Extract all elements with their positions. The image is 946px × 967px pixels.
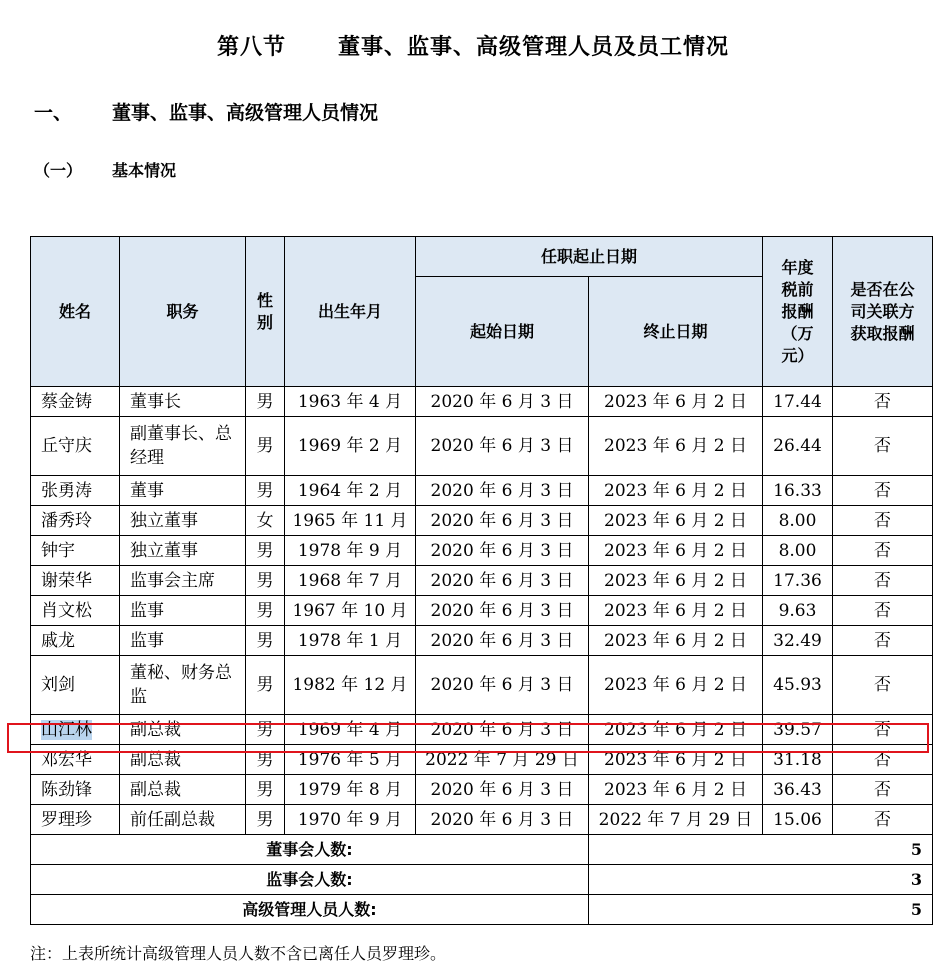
cell-name: 邓宏华 <box>31 745 120 775</box>
cell-name: 肖文松 <box>31 596 120 626</box>
cell-start: 2020 年 6 月 3 日 <box>416 506 589 536</box>
cell-end: 2023 年 6 月 2 日 <box>589 626 763 656</box>
cell-birth: 1969 年 4 月 <box>285 715 416 745</box>
cell-name: 钟宇 <box>31 536 120 566</box>
cell-salary: 39.57 <box>763 715 833 745</box>
cell-related: 否 <box>833 387 933 417</box>
cell-end: 2023 年 6 月 2 日 <box>589 476 763 506</box>
table-row <box>31 745 933 775</box>
cell-position: 监事 <box>120 626 246 656</box>
cell-gender: 男 <box>246 775 285 805</box>
header-name: 姓名 <box>31 237 120 387</box>
cell-related: 否 <box>833 775 933 805</box>
cell-salary: 9.63 <box>763 596 833 626</box>
cell-end: 2023 年 6 月 2 日 <box>589 715 763 745</box>
header-gender: 性别 <box>246 237 285 387</box>
cell-end: 2023 年 6 月 2 日 <box>589 656 763 715</box>
cell-birth: 1978 年 1 月 <box>285 626 416 656</box>
cell-end: 2023 年 6 月 2 日 <box>589 566 763 596</box>
cell-start: 2022 年 7 月 29 日 <box>416 745 589 775</box>
cell-position: 副董事长、总经理 <box>120 417 246 476</box>
cell-birth: 1964 年 2 月 <box>285 476 416 506</box>
cell-start: 2020 年 6 月 3 日 <box>416 536 589 566</box>
cell-related: 否 <box>833 476 933 506</box>
cell-gender: 男 <box>246 715 285 745</box>
table-row-highlighted <box>31 715 933 745</box>
cell-birth: 1963 年 4 月 <box>285 387 416 417</box>
summary-value: 3 <box>589 865 933 895</box>
table-row <box>31 805 933 835</box>
cell-related: 否 <box>833 566 933 596</box>
cell-birth: 1965 年 11 月 <box>285 506 416 536</box>
cell-end: 2023 年 6 月 2 日 <box>589 775 763 805</box>
header-term: 任职起止日期 <box>416 237 763 277</box>
cell-name: 谢荣华 <box>31 566 120 596</box>
summary-label: 董事会人数: <box>31 835 589 865</box>
cell-name: 蔡金铸 <box>31 387 120 417</box>
cell-birth: 1976 年 5 月 <box>285 745 416 775</box>
subsection-heading <box>34 98 378 125</box>
cell-salary: 17.36 <box>763 566 833 596</box>
cell-name: 潘秀玲 <box>31 506 120 536</box>
subsubsection-heading <box>34 158 176 181</box>
cell-name: 罗理珍 <box>31 805 120 835</box>
cell-gender: 男 <box>246 566 285 596</box>
cell-gender: 男 <box>246 626 285 656</box>
table-row <box>31 775 933 805</box>
cell-end: 2023 年 6 月 2 日 <box>589 506 763 536</box>
cell-start: 2020 年 6 月 3 日 <box>416 387 589 417</box>
cell-start: 2020 年 6 月 3 日 <box>416 476 589 506</box>
cell-salary: 31.18 <box>763 745 833 775</box>
cell-salary: 45.93 <box>763 656 833 715</box>
cell-name: 刘剑 <box>31 656 120 715</box>
cell-start: 2020 年 6 月 3 日 <box>416 566 589 596</box>
selected-text[interactable]: 山江林 <box>41 719 92 740</box>
cell-birth: 1982 年 12 月 <box>285 656 416 715</box>
table-row <box>31 656 933 715</box>
subsubsection-title: 基本情况 <box>112 161 177 180</box>
cell-end: 2023 年 6 月 2 日 <box>589 417 763 476</box>
cell-name: 陈劲锋 <box>31 775 120 805</box>
cell-gender: 男 <box>246 536 285 566</box>
cell-start: 2020 年 6 月 3 日 <box>416 417 589 476</box>
cell-related: 否 <box>833 715 933 745</box>
cell-position: 监事会主席 <box>120 566 246 596</box>
cell-position: 前任副总裁 <box>120 805 246 835</box>
summary-row <box>31 865 933 895</box>
cell-position: 副总裁 <box>120 715 246 745</box>
cell-position: 副总裁 <box>120 745 246 775</box>
subsection-number: 一、 <box>34 102 73 124</box>
summary-value: 5 <box>589 835 933 865</box>
cell-gender: 男 <box>246 387 285 417</box>
cell-position: 副总裁 <box>120 775 246 805</box>
cell-name: 丘守庆 <box>31 417 120 476</box>
cell-birth: 1969 年 2 月 <box>285 417 416 476</box>
cell-end: 2023 年 6 月 2 日 <box>589 596 763 626</box>
cell-end: 2023 年 6 月 2 日 <box>589 536 763 566</box>
cell-gender: 男 <box>246 745 285 775</box>
cell-name <box>31 715 120 745</box>
cell-start: 2020 年 6 月 3 日 <box>416 596 589 626</box>
cell-name: 戚龙 <box>31 626 120 656</box>
table-row <box>31 476 933 506</box>
cell-related: 否 <box>833 656 933 715</box>
header-related: 是否在公司关联方获取报酬 <box>833 237 933 387</box>
cell-position: 董事长 <box>120 387 246 417</box>
cell-end: 2023 年 6 月 2 日 <box>589 387 763 417</box>
cell-gender: 女 <box>246 506 285 536</box>
header-start: 起始日期 <box>416 277 589 387</box>
subsubsection-number: （一） <box>34 161 83 180</box>
cell-birth: 1978 年 9 月 <box>285 536 416 566</box>
cell-position: 董事 <box>120 476 246 506</box>
summary-value: 5 <box>589 895 933 925</box>
cell-salary: 26.44 <box>763 417 833 476</box>
cell-position: 监事 <box>120 596 246 626</box>
cell-gender: 男 <box>246 656 285 715</box>
table-note: 注：上表所统计高级管理人员人数不含已离任人员罗理珍。 <box>30 944 447 963</box>
cell-birth: 1968 年 7 月 <box>285 566 416 596</box>
cell-related: 否 <box>833 506 933 536</box>
cell-birth: 1967 年 10 月 <box>285 596 416 626</box>
table-row <box>31 506 933 536</box>
cell-gender: 男 <box>246 476 285 506</box>
header-end: 终止日期 <box>589 277 763 387</box>
cell-name: 张勇涛 <box>31 476 120 506</box>
section-title: 第八节 董事、监事、高级管理人员及员工情况 <box>217 35 729 60</box>
cell-salary: 32.49 <box>763 626 833 656</box>
cell-salary: 8.00 <box>763 506 833 536</box>
cell-gender: 男 <box>246 805 285 835</box>
cell-position: 独立董事 <box>120 506 246 536</box>
cell-start: 2020 年 6 月 3 日 <box>416 805 589 835</box>
cell-salary: 17.44 <box>763 387 833 417</box>
cell-gender: 男 <box>246 417 285 476</box>
cell-start: 2020 年 6 月 3 日 <box>416 626 589 656</box>
summary-row <box>31 895 933 925</box>
cell-salary: 36.43 <box>763 775 833 805</box>
header-birth: 出生年月 <box>285 237 416 387</box>
cell-salary: 15.06 <box>763 805 833 835</box>
cell-end: 2023 年 6 月 2 日 <box>589 745 763 775</box>
table-row <box>31 387 933 417</box>
cell-position: 董秘、财务总监 <box>120 656 246 715</box>
cell-gender: 男 <box>246 596 285 626</box>
cell-salary: 16.33 <box>763 476 833 506</box>
summary-row <box>31 835 933 865</box>
cell-related: 否 <box>833 596 933 626</box>
cell-related: 否 <box>833 626 933 656</box>
table-row <box>31 566 933 596</box>
cell-related: 否 <box>833 417 933 476</box>
cell-start: 2020 年 6 月 3 日 <box>416 715 589 745</box>
summary-label: 监事会人数: <box>31 865 589 895</box>
subsection-title: 董事、监事、高级管理人员情况 <box>112 102 379 124</box>
cell-salary: 8.00 <box>763 536 833 566</box>
table-row <box>31 417 933 476</box>
table-row <box>31 596 933 626</box>
cell-related: 否 <box>833 805 933 835</box>
header-position: 职务 <box>120 237 246 387</box>
cell-start: 2020 年 6 月 3 日 <box>416 775 589 805</box>
cell-birth: 1970 年 9 月 <box>285 805 416 835</box>
table-row <box>31 536 933 566</box>
cell-position: 独立董事 <box>120 536 246 566</box>
summary-label: 高级管理人员人数: <box>31 895 589 925</box>
cell-related: 否 <box>833 745 933 775</box>
cell-start: 2020 年 6 月 3 日 <box>416 656 589 715</box>
cell-birth: 1979 年 8 月 <box>285 775 416 805</box>
header-salary: 年度税前报酬（万元） <box>763 237 833 387</box>
cell-end: 2022 年 7 月 29 日 <box>589 805 763 835</box>
table-row <box>31 626 933 656</box>
cell-related: 否 <box>833 536 933 566</box>
personnel-table <box>30 236 933 925</box>
